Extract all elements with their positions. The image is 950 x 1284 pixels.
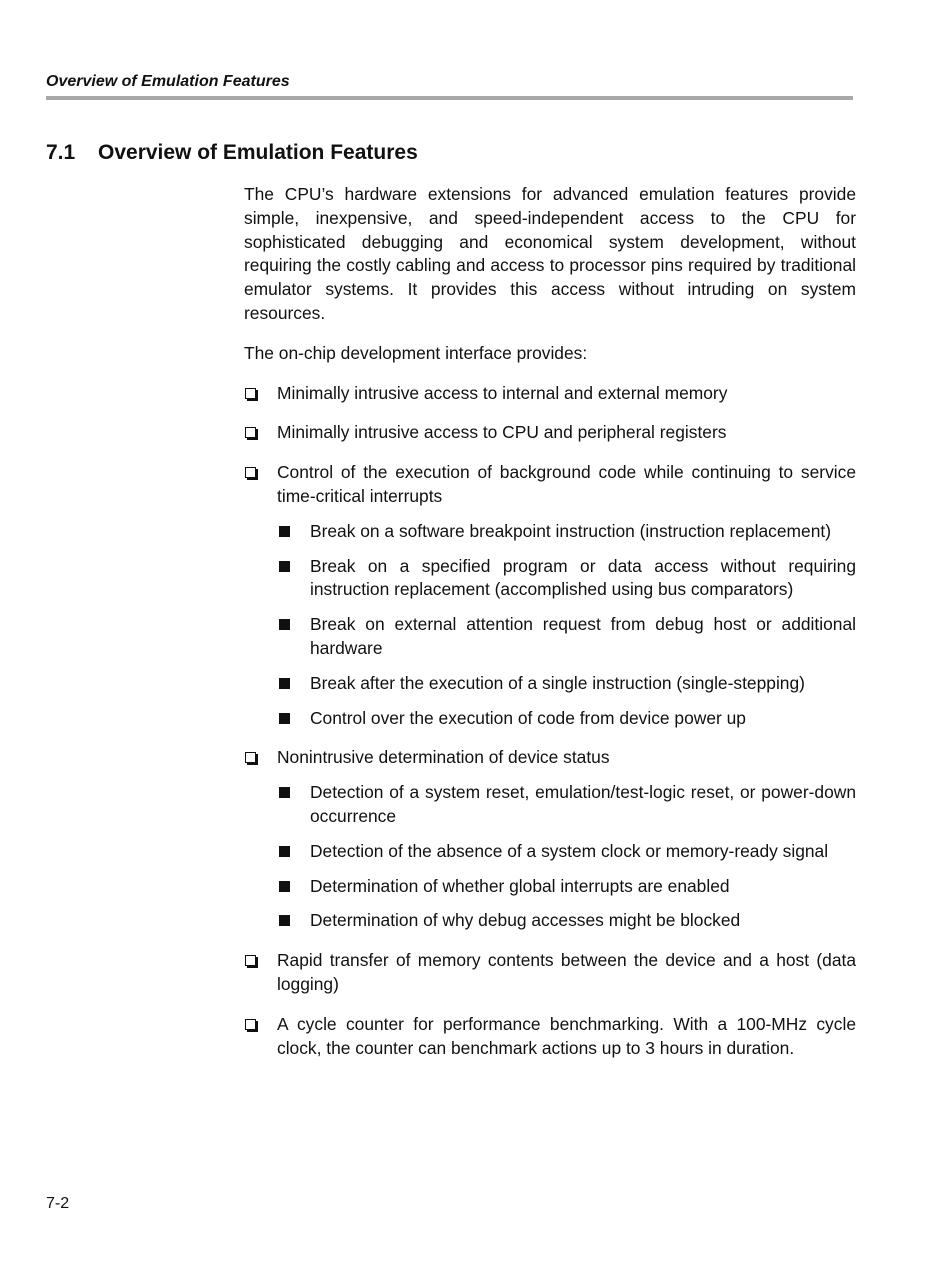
- square-bullet-icon: [279, 846, 290, 857]
- sub-list-item: [277, 875, 856, 899]
- checkbox-bullet-icon: [245, 1019, 256, 1030]
- section-title: [46, 141, 418, 165]
- sub-list-item-text: Control over the execution of code from device power up: [310, 707, 746, 728]
- sub-list-item-text: Break on a specified program or data access without requiring instruction replacement (accomplished using bus comparators): [310, 555, 856, 600]
- sub-list: [277, 520, 856, 731]
- header-rule: [46, 96, 853, 100]
- sub-list-item-text: Break after the execution of a single instruction (single-stepping): [310, 672, 805, 693]
- list-item: [244, 1013, 856, 1061]
- square-bullet-icon: [279, 678, 290, 689]
- list-item: [244, 382, 856, 406]
- page-number: 7-2: [46, 1195, 70, 1212]
- section-number: 7.1: [46, 141, 76, 164]
- feature-list: [244, 382, 856, 1061]
- sub-list-item: [277, 613, 856, 661]
- square-bullet-icon: [279, 881, 290, 892]
- square-bullet-icon: [279, 561, 290, 572]
- sub-list-item-text: Detection of a system reset, emulation/test-logic reset, or power-down occurrence: [310, 782, 856, 826]
- section-body: [244, 183, 856, 1076]
- running-header: Overview of Emulation Features: [46, 73, 290, 90]
- square-bullet-icon: [279, 526, 290, 537]
- sub-list: [277, 781, 856, 933]
- list-item-text: A cycle counter for performance benchmarking. With a 100-MHz cycle clock, the counter can benchmark actions up to 3 hours in duration.: [277, 1013, 856, 1058]
- list-item-text: Minimally intrusive access to CPU and peripheral registers: [277, 422, 727, 443]
- sub-list-item-text: Break on external attention request from debug host or additional hardware: [310, 614, 856, 658]
- checkbox-bullet-icon: [245, 388, 256, 399]
- list-item: [244, 421, 856, 445]
- sub-list-item-text: Detection of the absence of a system clock or memory-ready signal: [310, 840, 829, 861]
- list-item-text: Rapid transfer of memory contents between the device and a host (data logging): [277, 950, 856, 994]
- sub-list-item: [277, 840, 856, 864]
- checkbox-bullet-icon: [245, 427, 256, 438]
- sub-list-item-text: Break on a software breakpoint instruction (instruction replacement): [310, 520, 832, 541]
- square-bullet-icon: [279, 787, 290, 798]
- sub-list-item: [277, 555, 856, 603]
- list-item: [244, 949, 856, 997]
- square-bullet-icon: [279, 915, 290, 926]
- list-item-text: Nonintrusive determination of device status: [277, 747, 610, 768]
- square-bullet-icon: [279, 713, 290, 724]
- sub-list-item: [277, 672, 856, 696]
- sub-list-item: [277, 707, 856, 731]
- checkbox-bullet-icon: [245, 955, 256, 966]
- checkbox-bullet-icon: [245, 467, 256, 478]
- section-title-text: Overview of Emulation Features: [98, 141, 418, 164]
- sub-list-item: [277, 909, 856, 933]
- list-item-text: Control of the execution of background code while continuing to service time-critical interrupts: [277, 462, 856, 506]
- list-item-text: Minimally intrusive access to internal and external memory: [277, 382, 728, 403]
- list-item: [244, 461, 856, 730]
- sub-list-item: [277, 520, 856, 544]
- list-item: [244, 746, 856, 933]
- intro-paragraph: The CPU’s hardware extensions for advanced emulation features provide simple, inexpensive, and speed-independent access to the CPU for sophisticated debugging and economical system development, without requiring the costly cabling and access to processor pins required by traditional emulator systems. It provides this access without intruding on system resources.: [244, 184, 856, 323]
- sub-list-item: [277, 781, 856, 829]
- checkbox-bullet-icon: [245, 752, 256, 763]
- sub-list-item-text: Determination of why debug accesses might be blocked: [310, 910, 741, 931]
- sub-list-item-text: Determination of whether global interrupts are enabled: [310, 875, 730, 896]
- list-lead-in: The on-chip development interface provides:: [244, 342, 588, 363]
- square-bullet-icon: [279, 619, 290, 630]
